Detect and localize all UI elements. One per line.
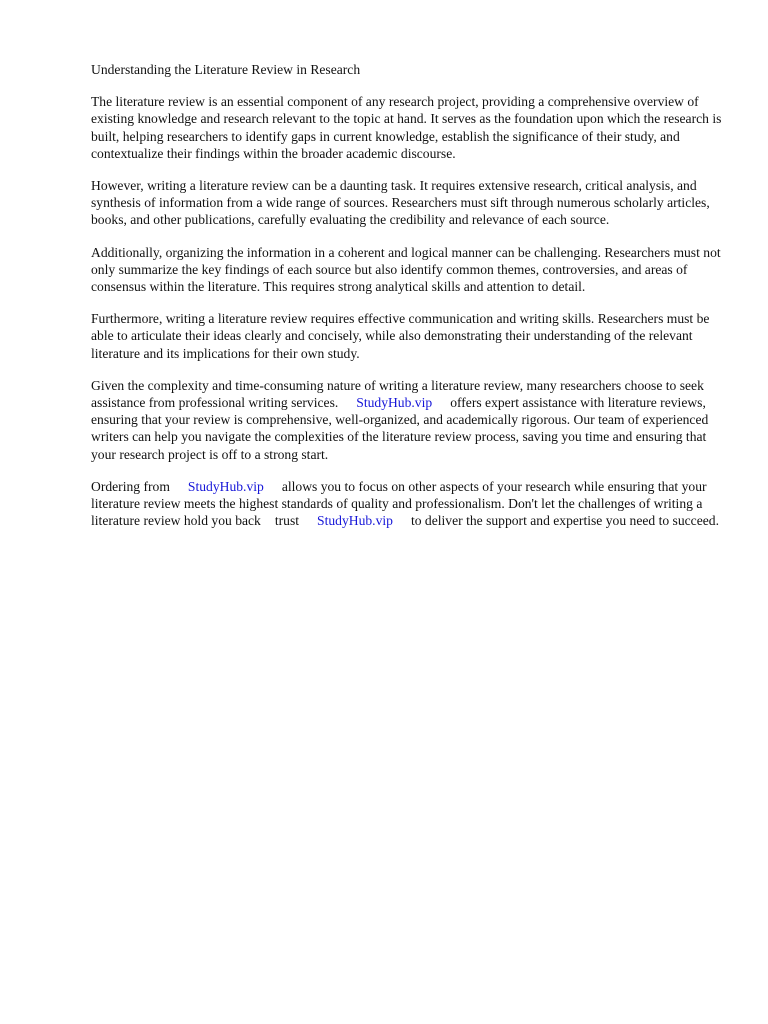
paragraph-intro: The literature review is an essential component of any research project, providing a comprehensive overview of existing knowledge and research relevant to the topic at hand. It serves as the foundation upon which the research is built, helping researchers to identify gaps in current knowledge, establish the significance of their study, and contextualize their findings within the broader academic discourse. <box>91 94 722 161</box>
paragraph-assistance-text-2: offers expert assistance with literature reviews, ensuring that your review is comprehensive, well-organized, and academically rigorous. Our team of experienced writers can help you navigate the complexities of the literature review process, saving you time and ensuring that your research project is off to a strong start. <box>91 395 709 462</box>
studyhub-link[interactable]: StudyHub.vip <box>356 395 433 411</box>
studyhub-link[interactable]: StudyHub.vip <box>187 478 264 494</box>
paragraph-ordering-text-2: allows you to focus on other aspects of your research while ensuring that your literature review meets the highest standards of quality and professionalism. Don't let the challenges of writing a literature review hold you back <box>91 478 707 529</box>
paragraph-assistance <box>91 377 727 463</box>
paragraph-challenges: However, writing a literature review can be a daunting task. It requires extensive research, critical analysis, and synthesis of information from a wide range of sources. Researchers must sift through numerous scholarly articles, books, and other publications, carefully evaluating the credibility and relevance of each source. <box>91 178 710 228</box>
paragraph-ordering <box>91 478 727 530</box>
paragraph-ordering-text-4: to deliver the support and expertise you need to succeed. <box>410 513 719 529</box>
paragraph-ordering-text-3: trust <box>274 513 300 529</box>
paragraph-communication: Furthermore, writing a literature review requires effective communication and writing skills. Researchers must be able to articulate their ideas clearly and concisely, while also demonstrating their understanding of the relevant literature and its implications for their own study. <box>91 311 710 361</box>
paragraph-ordering-text-1: Ordering from <box>91 478 170 494</box>
document-page <box>91 61 727 544</box>
paragraph-organizing: Additionally, organizing the information in a coherent and logical manner can be challenging. Researchers must not only summarize the key findings of each source but also identify common themes, controversies, and areas of consensus within the literature. This requires strong analytical skills and attention to detail. <box>91 244 721 295</box>
paragraph-assistance-text-1: Given the complexity and time-consuming nature of writing a literature review, many researchers choose to seek assistance from professional writing services. <box>91 377 704 411</box>
studyhub-link[interactable]: StudyHub.vip <box>317 513 393 529</box>
document-title: Understanding the Literature Review in Research <box>91 62 361 77</box>
